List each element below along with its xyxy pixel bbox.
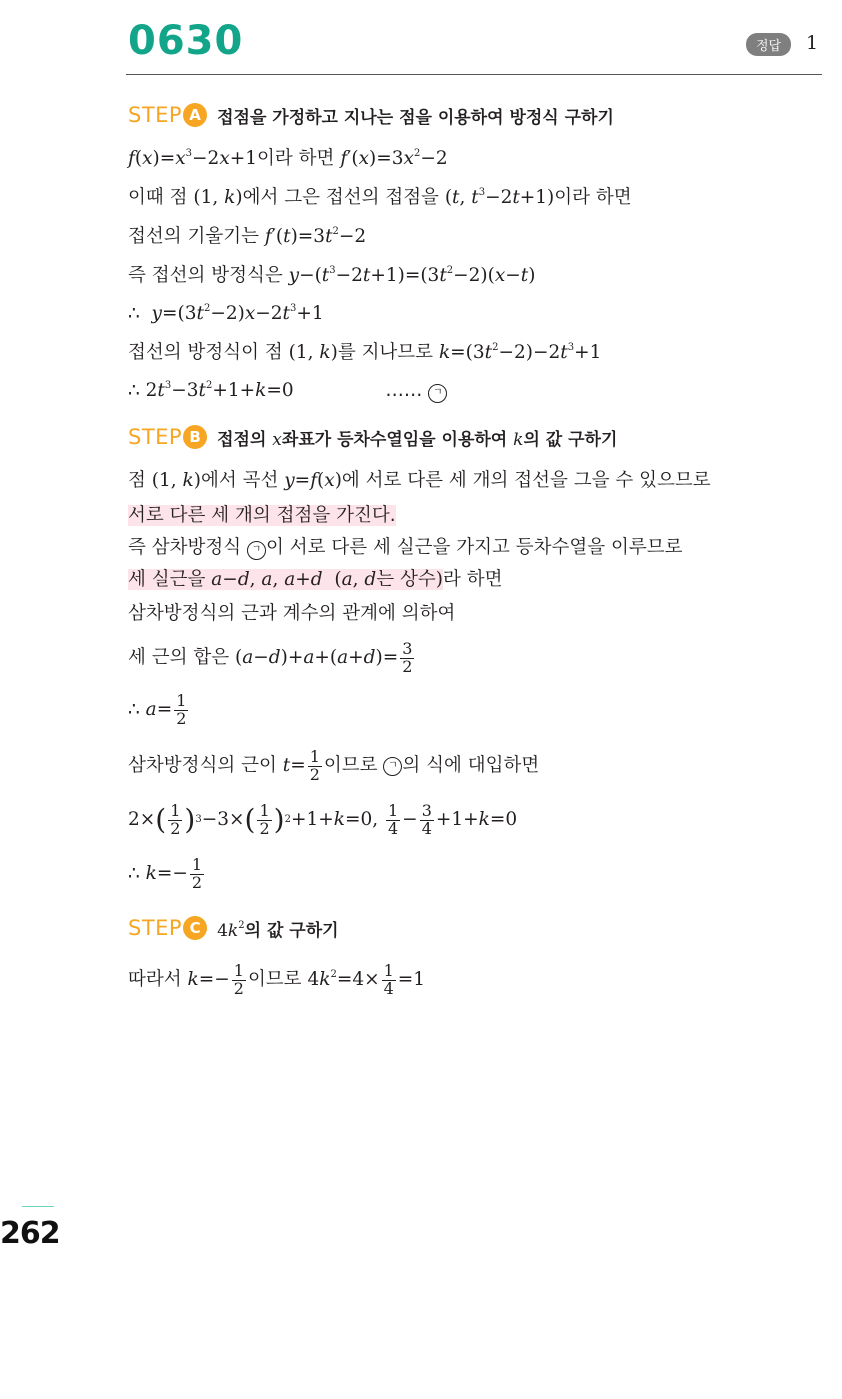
step-c-heading [128,914,339,942]
text-segment: 좌표가 등차수열임을 이용하여 [281,429,508,450]
step-b-label: STEP [128,425,183,449]
step-b-line-2 [128,502,396,530]
text-segment: 접선의 기울기는 [128,226,259,247]
text-segment: 이라 하면 [554,187,632,208]
math-expr: k=− [187,969,230,990]
step-b-line-5 [128,600,455,628]
fraction: $\frac{1}{2}$ [170,800,181,838]
text-segment: 이므로 [323,755,378,776]
answer-value: 1 [806,32,819,54]
text-segment: 즉 접선의 방정식은 [128,265,283,286]
text-segment: 접점의 [217,429,267,450]
text-segment: 에서 곡선 [200,470,279,491]
problem-number: 0630 [128,18,244,64]
step-c-label: STEP [128,916,183,940]
step-b-line-3 [128,534,682,562]
text-segment: 즉 삼차방정식 [128,537,242,558]
text-segment: 의 값 구하기 [244,920,339,941]
math-expr: =1 [397,969,426,990]
math-expr: $y-(t^3-2t+1)=(3t^2-2)(x-t)$ [288,265,536,286]
fraction: $\frac{1}{2}$ [309,746,320,784]
step-c-circle-icon: C [183,916,207,940]
text-segment: 삼차방정식의 근과 계수의 관계에 의하여 [128,603,456,624]
step-a-line-5 [128,300,324,328]
step-b-line-9: 2× ( $\frac{1}{2}$ ) 3 −3× ( $\frac{1}{2}$ ) 2 +1+k=0, $\frac{1}{4}$ − $\frac{3}{4}$ +1+k=0 [128,800,518,838]
step-a-circle-icon: A [183,103,207,127]
math-expr: a−d, a, a+d (a, d [211,569,377,590]
text-segment: 라 하면 [442,569,503,590]
math-expr: ) [435,569,443,590]
step-b-title [217,425,617,450]
equation-marker-icon: ㄱ [247,541,266,560]
step-b-line-8 [128,738,539,794]
math-var: x [272,429,282,450]
fraction: $\frac{1}{2}$ [233,960,244,998]
step-a-line-6 [128,339,601,367]
step-c-title [217,916,338,941]
math-expr: +1+k=0, [290,809,384,830]
math-expr: $f'(t)=3t^2-2$ [264,226,367,247]
math-expr: (1, k) [193,187,243,208]
math-expr: −3× [201,809,245,830]
page-number-rule [22,1206,54,1207]
math-expr: +1+k=0 [435,809,518,830]
math-expr: $f(x)=x^3-2x+1$ [128,148,258,169]
fraction: $\frac{1}{2}$ [176,690,187,728]
text-segment: 이므로 [247,969,302,990]
step-b-line-10 [128,846,206,902]
math-expr: ∴ k=− [128,863,188,884]
fraction: $\frac{1}{2}$ [191,854,203,892]
fraction: $\frac{1}{4}$ [383,960,394,998]
text-segment: 이 서로 다른 세 실근을 가지고 등차수열을 이루므로 [266,537,683,558]
fraction: $\frac{1}{2}$ [259,800,270,838]
step-c-line-1 [128,952,425,1008]
math-expr: (1, k) [288,342,338,363]
text-segment: 따라서 [128,969,182,990]
math-expr: ∴ $2t^3-3t^2+1+k=0$ [128,380,294,401]
fraction: $\frac{3}{2}$ [402,638,413,676]
step-a-label: STEP [128,103,183,127]
step-a-title: 접점을 가정하고 지나는 점을 이용하여 방정식 구하기 [217,107,614,128]
text-segment: 의 식에 대입하면 [402,755,540,776]
math-var: k [513,429,524,450]
header-divider [126,74,822,75]
answer-badge: 정답 [746,33,791,56]
step-a-line-7 [128,377,447,405]
text-segment: 의 값 구하기 [523,429,618,450]
math-expr: $f'(x)=3x^2-2$ [340,148,448,169]
step-a-line-2 [128,184,632,212]
text-segment: 에서 그은 접선의 접점을 [242,187,439,208]
text-segment: 점 [128,470,146,491]
math-expr: (a−d)+a+(a+d)= [235,647,399,668]
step-b-line-6 [128,630,416,686]
fraction: $\frac{3}{4}$ [421,800,432,838]
highlighted-text: 서로 다른 세 개의 접점을 가진다. [128,505,396,526]
step-b-line-7 [128,682,190,738]
ellipsis: …… [385,380,423,401]
math-expr: ∴ a= [128,699,173,720]
step-a-line-3 [128,223,366,251]
math-expr: $k=(3t^2-2)-2t^3+1$ [438,342,602,363]
step-b-line-1 [128,467,711,495]
math-expr: $4k^2$ [217,919,245,941]
step-b-heading [128,423,617,451]
text-segment: 를 지나므로 [337,342,434,363]
text-segment: 이때 점 [128,187,188,208]
step-b-circle-icon: B [183,425,207,449]
text-segment: 세 실근을 [128,569,206,590]
step-a-line-1 [128,145,448,173]
text-segment: 세 근의 합은 [128,647,230,668]
text-segment: 접선의 방정식이 점 [128,342,283,363]
fraction: $\frac{1}{4}$ [387,800,399,838]
equation-marker-icon: ㄱ [383,757,402,776]
step-a-heading [128,101,614,129]
math-expr: y=f(x) [284,470,342,491]
equation-marker-icon: ㄱ [428,384,447,403]
math-expr: $4k^2=4\times$ [307,969,380,990]
text-segment: 삼차방정식의 근이 [128,755,277,776]
math-expr: 2× [128,809,156,830]
step-b-line-4 [128,566,502,594]
math-expr: t= [282,755,306,776]
text-segment: 에 서로 다른 세 개의 접선을 그을 수 있으므로 [341,470,711,491]
text-segment: 는 상수 [376,569,436,590]
math-expr: (1, k) [151,470,201,491]
step-a-line-4 [128,262,535,290]
page-number: 262 [0,1216,60,1251]
math-expr: ∴ $y=(3t^2-2)x-2t^3+1$ [128,303,324,324]
text-segment: 이라 하면 [257,148,335,169]
highlighted-text [128,569,443,590]
math-expr: (t, $t^3-2t+1$) [444,187,555,208]
